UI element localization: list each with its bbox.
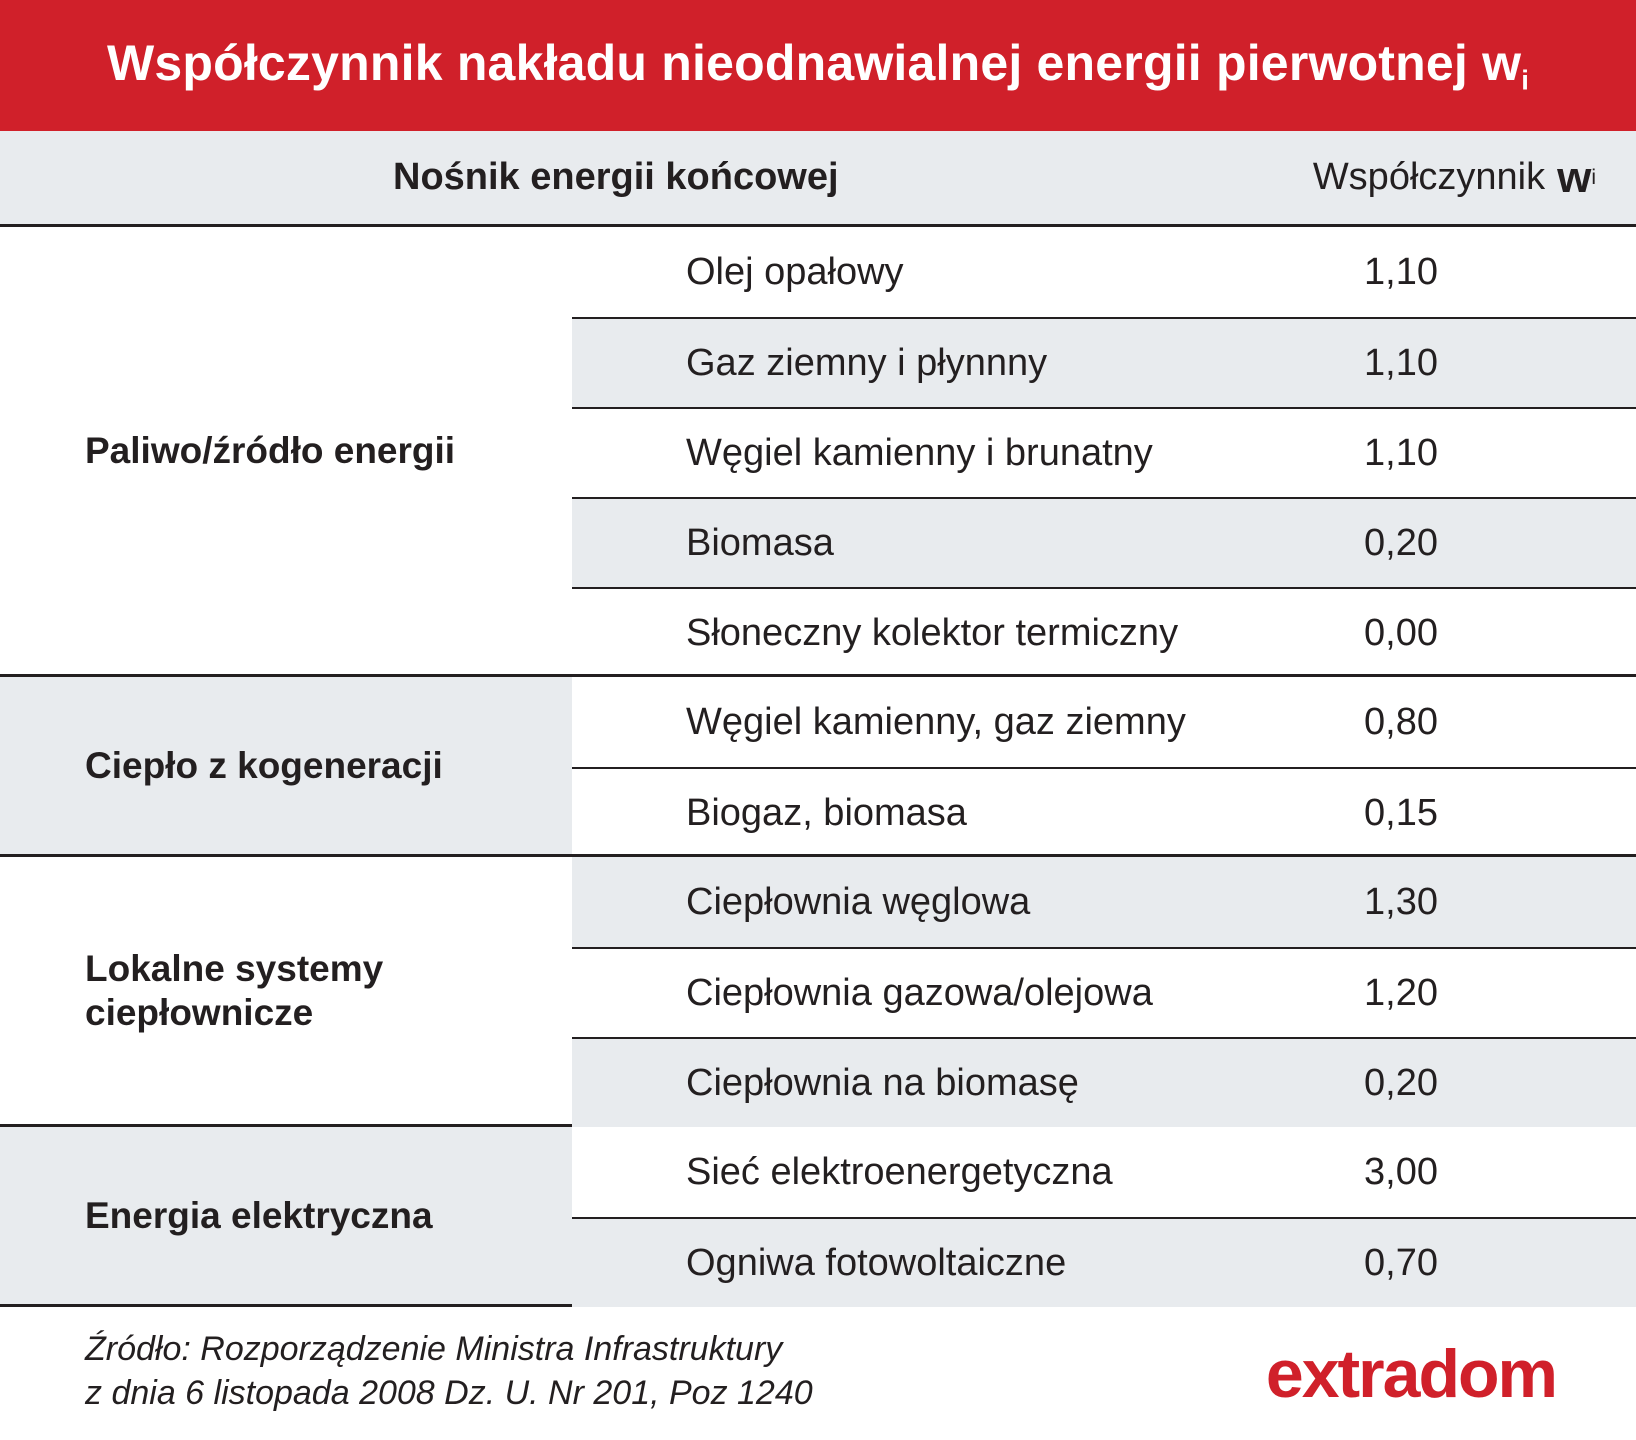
- row-label: Biomasa: [686, 521, 834, 564]
- row-value: 0,70: [1364, 1241, 1438, 1284]
- row-label: Biogaz, biomasa: [686, 791, 967, 834]
- table-row: [572, 1037, 1636, 1127]
- row-label: Olej opałowy: [686, 250, 904, 293]
- row-label: Słoneczny kolektor termiczny: [686, 611, 1179, 654]
- table-row: [572, 317, 1636, 407]
- group-label: Paliwo/źródło energii: [85, 429, 456, 471]
- header-coefficient-subscript: i: [1591, 165, 1596, 189]
- group-label-cell: [0, 857, 572, 1124]
- header-carrier: Nośnik energii końcowej: [393, 156, 839, 198]
- row-value: 0,80: [1364, 700, 1438, 743]
- table-row: [572, 227, 1636, 317]
- title-subscript: i: [1521, 64, 1530, 96]
- table-header: [0, 131, 1636, 227]
- row-label: Ciepłownia na biomasę: [686, 1061, 1079, 1104]
- group-label-cell: [0, 1127, 572, 1304]
- row-label: Ciepłownia węglowa: [686, 880, 1031, 923]
- source-line: z dnia 6 listopada 2008 Dz. U. Nr 201, Poz 1240: [85, 1374, 813, 1412]
- row-value: 3,00: [1364, 1150, 1438, 1193]
- group-label: [85, 857, 383, 1124]
- row-value: 0,20: [1364, 521, 1438, 564]
- table-row: [572, 587, 1636, 677]
- row-value: 1,30: [1364, 880, 1438, 923]
- row-value: 0,20: [1364, 1061, 1438, 1104]
- header-coefficient-text: Współczynnik: [1312, 156, 1546, 198]
- row-value: 1,10: [1364, 431, 1438, 474]
- row-value: 1,10: [1364, 250, 1438, 293]
- row-label: Sieć elektroenergetyczna: [686, 1150, 1113, 1193]
- row-value: 0,15: [1364, 791, 1438, 834]
- table-row: [572, 497, 1636, 587]
- row-label: Ogniwa fotowoltaiczne: [686, 1241, 1067, 1284]
- header-coefficient-symbol: w: [1557, 152, 1592, 202]
- row-label: Węgiel kamienny, gaz ziemny: [686, 700, 1186, 743]
- row-value: 0,00: [1364, 611, 1438, 654]
- brand-logo: extradom: [1265, 1336, 1556, 1412]
- table-group: [0, 1127, 1636, 1307]
- title-bar: [0, 0, 1636, 131]
- source-line: Źródło: Rozporządzenie Ministra Infrastruktury: [85, 1330, 783, 1368]
- table-group: [0, 857, 1636, 1127]
- source-note: [85, 1327, 813, 1415]
- table-row: [572, 677, 1636, 767]
- row-label: Węgiel kamienny i brunatny: [686, 431, 1153, 474]
- row-label: Ciepłownia gazowa/olejowa: [686, 971, 1153, 1014]
- table-group: [0, 677, 1636, 857]
- row-value: 1,20: [1364, 971, 1438, 1014]
- table-row: [572, 947, 1636, 1037]
- group-label-cell: [0, 227, 572, 674]
- header-coefficient: [1313, 131, 1596, 224]
- row-label: Gaz ziemny i płynnny: [686, 341, 1048, 384]
- group-label-cell: [0, 677, 572, 854]
- group-label-line: Lokalne systemy: [85, 947, 384, 989]
- table-group: [0, 227, 1636, 677]
- table-row: [572, 857, 1636, 947]
- table-row: [572, 407, 1636, 497]
- table-row: [572, 1127, 1636, 1217]
- title-text: Współczynnik nakładu nieodnawialnej energii pierwotnej w: [106, 35, 1522, 92]
- table-row: [572, 767, 1636, 857]
- group-label: Ciepło z kogeneracji: [85, 744, 443, 786]
- page-title: [107, 34, 1529, 97]
- row-value: 1,10: [1364, 341, 1438, 384]
- group-label: Energia elektryczna: [85, 1194, 433, 1236]
- table-row: [572, 1217, 1636, 1307]
- group-label-line: ciepłownicze: [85, 991, 314, 1033]
